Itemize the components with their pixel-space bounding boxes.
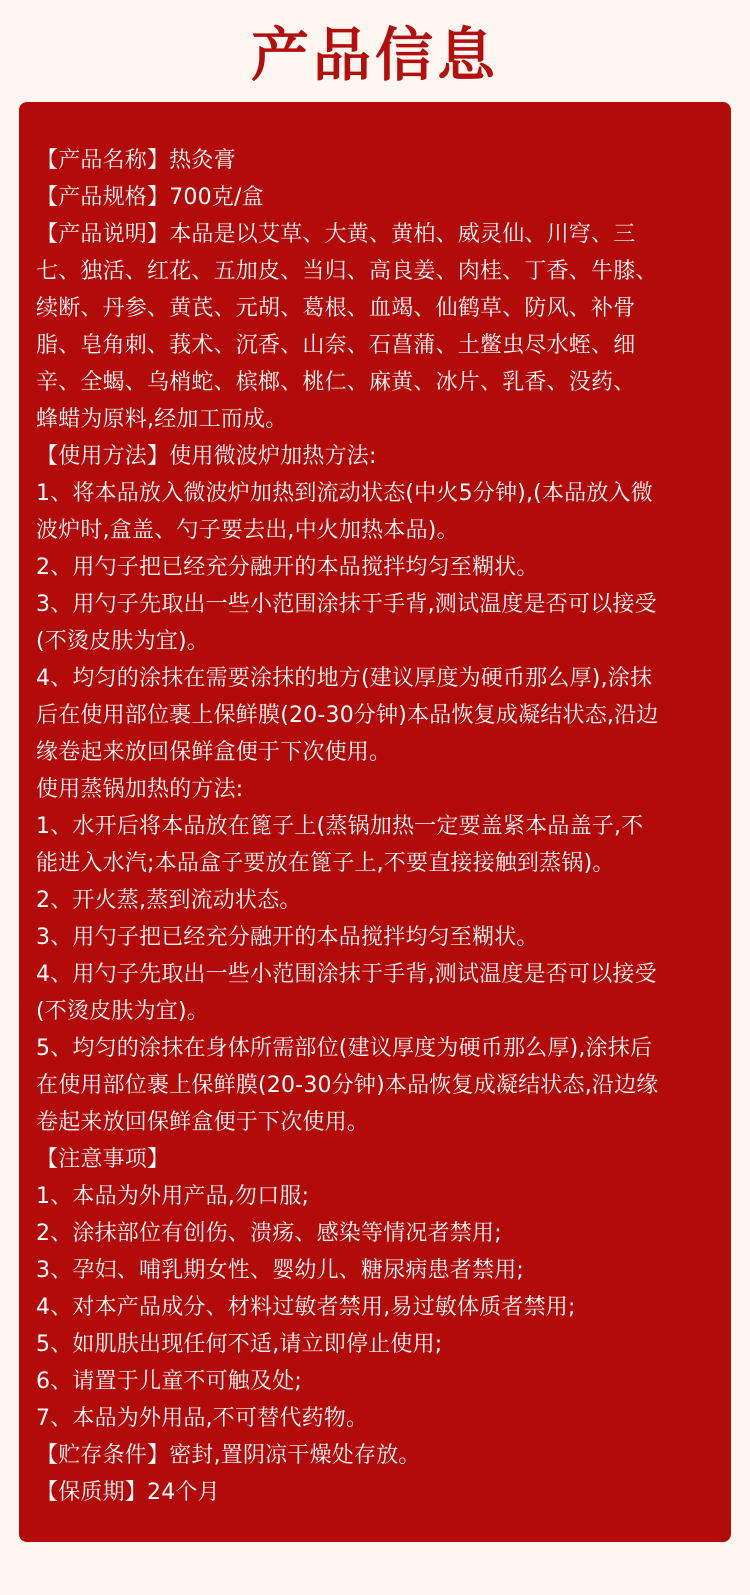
steamer-step-line: 在使用部位裹上保鲜膜(20-30分钟)本品恢复成凝结状态,沿边缘 — [36, 1073, 659, 1098]
product-name-line: 【产品名称】热灸膏 — [36, 148, 236, 173]
page-title: 产品信息 — [250, 21, 499, 89]
steamer-step-line: 4、用勺子先取出一些小范围涂抹于手背,测试温度是否可以接受 — [36, 962, 657, 987]
precaution-item: 4、对本产品成分、材料过敏者禁用,易过敏体质者禁用; — [36, 1295, 576, 1320]
steamer-heading-line: 使用蒸锅加热的方法: — [36, 777, 244, 802]
steamer-step-line: (不烫皮肤为宜)。 — [36, 999, 209, 1024]
usage-heading-line: 【使用方法】使用微波炉加热方法: — [36, 444, 377, 469]
product-description-line: 辛、全蝎、乌梢蛇、槟榔、桃仁、麻黄、冰片、乳香、没药、 — [36, 370, 636, 395]
precaution-item: 5、如肌肤出现任何不适,请立即停止使用; — [36, 1332, 443, 1357]
precaution-item: 1、本品为外用产品,勿口服; — [36, 1184, 310, 1209]
product-description-line: 脂、皂角刺、莪术、沉香、山奈、石菖蒲、土鳖虫尽水蛭、细 — [36, 333, 636, 358]
steamer-step-line: 卷起来放回保鲜盒便于下次使用。 — [36, 1110, 370, 1135]
steamer-step-line: 3、用勺子把已经充分融开的本品搅拌均匀至糊状。 — [36, 925, 539, 950]
steamer-step-line: 能进入水汽;本品盒子要放在篦子上,不要直接接触到蒸锅)。 — [36, 851, 615, 876]
product-info-card — [19, 102, 731, 1542]
usage-step-line: 后在使用部位裹上保鲜膜(20-30分钟)本品恢复成凝结状态,沿边 — [36, 703, 659, 728]
steamer-step-line: 2、开火蒸,蒸到流动状态。 — [36, 888, 302, 913]
usage-step-line: 缘卷起来放回保鲜盒便于下次使用。 — [36, 740, 392, 765]
product-spec-line: 【产品规格】700克/盒 — [36, 185, 264, 210]
steamer-step-line: 5、均匀的涂抹在身体所需部位(建议厚度为硬币那么厚),涂抹后 — [36, 1036, 653, 1061]
product-description-line: 【产品说明】本品是以艾草、大黄、黄柏、威灵仙、川穹、三 — [36, 222, 636, 247]
product-description-line: 续断、丹参、黄芪、元胡、葛根、血竭、仙鹤草、防风、补骨 — [36, 296, 636, 321]
product-description-line: 七、独活、红花、五加皮、当归、高良姜、肉桂、丁香、牛膝、 — [36, 259, 658, 284]
storage-line: 【贮存条件】密封,置阴凉干燥处存放。 — [36, 1443, 421, 1468]
product-description-line: 蜂蜡为原料,经加工而成。 — [36, 407, 288, 432]
precaution-item: 7、本品为外用品,不可替代药物。 — [36, 1406, 369, 1431]
steamer-step-line: 1、水开后将本品放在篦子上(蒸锅加热一定要盖紧本品盖子,不 — [36, 814, 644, 839]
precautions-heading-line: 【注意事项】 — [36, 1147, 170, 1172]
usage-step-line: 3、用勺子先取出一些小范围涂抹于手背,测试温度是否可以接受 — [36, 592, 657, 617]
usage-step-line: 4、均匀的涂抹在需要涂抹的地方(建议厚度为硬币那么厚),涂抹 — [36, 666, 653, 691]
usage-step-line: 2、用勺子把已经充分融开的本品搅拌均匀至糊状。 — [36, 555, 539, 580]
precaution-item: 6、请置于儿童不可触及处; — [36, 1369, 303, 1394]
usage-step-line: 1、将本品放入微波炉加热到流动状态(中火5分钟),(本品放入微 — [36, 481, 653, 506]
usage-step-line: 波炉时,盒盖、勺子要去出,中火加热本品)。 — [36, 518, 459, 543]
shelf-life-line: 【保质期】24个月 — [36, 1480, 220, 1505]
usage-step-line: (不烫皮肤为宜)。 — [36, 629, 209, 654]
precaution-item: 2、涂抹部位有创伤、溃疡、感染等情况者禁用; — [36, 1221, 502, 1246]
precaution-item: 3、孕妇、哺乳期女性、婴幼儿、糖尿病患者禁用; — [36, 1258, 525, 1283]
